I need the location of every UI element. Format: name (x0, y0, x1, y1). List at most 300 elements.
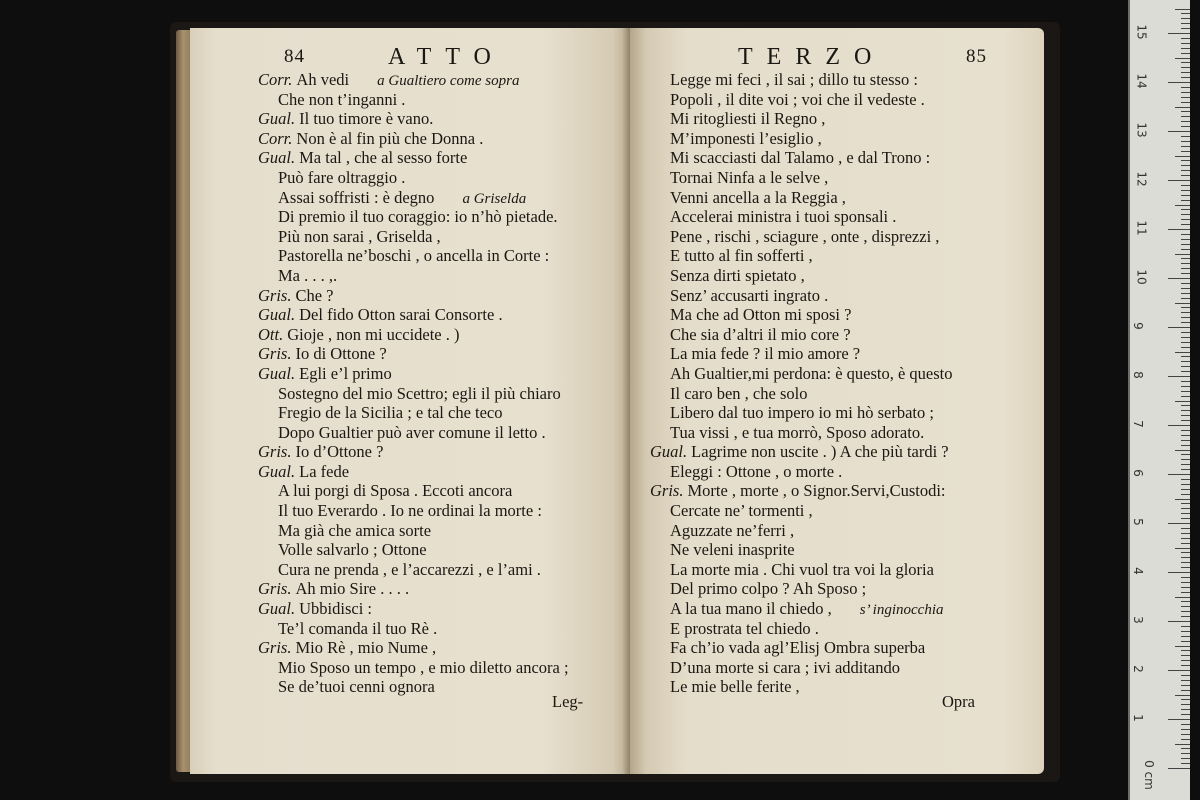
ruler-tick (1181, 283, 1190, 284)
left-page (190, 28, 630, 774)
ruler-tick (1181, 734, 1190, 735)
text-line (258, 442, 569, 462)
ruler-tick (1181, 53, 1190, 54)
text-line (258, 481, 569, 501)
text-line (258, 227, 569, 247)
ruler-tick (1181, 214, 1190, 215)
ruler-tick (1168, 376, 1190, 377)
text-line (650, 540, 953, 560)
ruler-tick (1181, 543, 1190, 544)
ruler-tick (1181, 714, 1190, 715)
ruler-tick (1175, 205, 1190, 206)
verse-text: M’imponesti l’esiglio , (670, 128, 822, 148)
text-line (650, 481, 953, 501)
ruler-tick (1181, 239, 1190, 240)
ruler-tick (1181, 361, 1190, 362)
ruler-tick (1181, 224, 1190, 225)
ruler-tick (1181, 704, 1190, 705)
verse-text: Mi ritogliesti il Regno , (670, 109, 826, 129)
text-line (258, 148, 569, 168)
text-line (258, 70, 569, 90)
verse-text: Tua vissi , e tua morrò, Sposo adorato. (670, 422, 925, 442)
text-line (650, 344, 953, 364)
verse-text: Mi scacciasti dal Talamo , e dal Trono : (670, 148, 931, 168)
ruler-number: 10 (1134, 269, 1149, 285)
ruler-tick (1181, 641, 1190, 642)
verse-text: Ma che ad Otton mi sposi ? (670, 305, 852, 325)
ruler-tick (1181, 729, 1190, 730)
ruler-tick (1181, 386, 1190, 387)
verse-text: Libero dal tuo impero io mi hò serbato ; (670, 403, 934, 423)
ruler-tick (1181, 371, 1190, 372)
text-line (258, 344, 569, 364)
text-line (650, 90, 953, 110)
ruler-tick (1181, 141, 1190, 142)
verse-text: Io di Ottone ? (295, 344, 387, 364)
text-line (258, 325, 569, 345)
ruler-tick (1181, 528, 1190, 529)
text-line (650, 325, 953, 345)
text-line (258, 501, 569, 521)
ruler-tick (1175, 254, 1190, 255)
verse-text: Ubbidisci : (299, 599, 372, 619)
text-line (258, 305, 569, 325)
ruler-tick (1181, 454, 1190, 455)
verse-text: Accelerai ministra i tuoi sponsali . (670, 207, 897, 227)
speaker-label: Gris. (258, 344, 292, 364)
ruler-tick (1181, 508, 1190, 509)
verse-text: Dopo Gualtier può aver comune il letto . (278, 422, 546, 442)
verse-text: Ma . . . ,. (278, 265, 338, 285)
ruler-tick (1168, 523, 1190, 524)
verse-text: Se de’tuoi cenni ognora (278, 677, 435, 697)
verse-text: Ah mio Sire . . . . (295, 579, 410, 599)
speaker-label: Gris. (258, 638, 292, 658)
ruler-tick (1181, 440, 1190, 441)
text-line (258, 423, 569, 443)
ruler-tick (1181, 445, 1190, 446)
text-line (258, 560, 569, 580)
speaker-label: Gual. (650, 442, 688, 462)
ruler-number: 14 (1134, 73, 1149, 89)
verse-text: Che ? (295, 285, 334, 305)
ruler-tick (1175, 401, 1190, 402)
ruler-tick (1181, 126, 1190, 127)
ruler-tick (1181, 28, 1190, 29)
text-line (650, 501, 953, 521)
ruler-tick (1181, 626, 1190, 627)
text-line (650, 109, 953, 129)
ruler-tick (1181, 567, 1190, 568)
ruler-tick (1168, 425, 1190, 426)
verse-text: A lui porgi di Sposa . Eccoti ancora (278, 481, 513, 501)
ruler-tick (1181, 273, 1190, 274)
speaker-label: Gris. (258, 285, 292, 305)
ruler-tick (1181, 121, 1190, 122)
ruler-tick (1181, 763, 1190, 764)
ruler-tick (1181, 87, 1190, 88)
ruler-tick (1181, 699, 1190, 700)
ruler-tick (1181, 23, 1190, 24)
ruler-tick (1181, 552, 1190, 553)
ruler-tick (1181, 268, 1190, 269)
right-text-block (650, 70, 953, 697)
ruler-tick (1181, 312, 1190, 313)
verse-text: E tutto al fin sofferti , (670, 246, 813, 266)
right-page-number: 85 (966, 46, 987, 67)
ruler-tick (1168, 670, 1190, 671)
speaker-label: Corr. (258, 128, 293, 148)
ruler-tick (1181, 650, 1190, 651)
ruler-number: 3 (1130, 616, 1145, 624)
ruler-tick (1181, 435, 1190, 436)
text-line (650, 207, 953, 227)
verse-text: Gioje , non mi uccidete . ) (287, 324, 460, 344)
ruler-tick (1175, 646, 1190, 647)
ruler-number: 5 (1130, 518, 1145, 526)
text-line (258, 266, 569, 286)
verse-text: Ah vedi (296, 70, 350, 89)
ruler-tick (1181, 562, 1190, 563)
ruler-tick (1181, 322, 1190, 323)
ruler-tick (1168, 572, 1190, 573)
ruler-tick (1181, 381, 1190, 382)
verse-text: Popoli , il dite voi ; voi che il vedeste . (670, 89, 925, 109)
ruler-tick (1181, 151, 1190, 152)
ruler-tick (1181, 356, 1190, 357)
text-line (258, 540, 569, 560)
ruler-tick (1181, 459, 1190, 460)
verse-text: Che non t’inganni . (278, 89, 406, 109)
verse-text: Cura ne prenda , e l’accarezzi , e l’ami . (278, 559, 541, 579)
text-line (650, 599, 953, 619)
ruler-tick (1181, 469, 1190, 470)
text-line (650, 677, 953, 697)
ruler-tick (1175, 156, 1190, 157)
text-line (650, 521, 953, 541)
verse-text: Lagrime non uscite . ) A che più tardi ? (691, 442, 949, 462)
verse-text: Fregio de la Sicilia ; e tal che teco (278, 403, 503, 423)
verse-text: Assai soffristi : è degno (278, 187, 435, 207)
ruler-tick (1181, 753, 1190, 754)
text-line (258, 207, 569, 227)
ruler-tick (1181, 685, 1190, 686)
text-line (258, 638, 569, 658)
ruler-tick (1181, 587, 1190, 588)
left-running-head: ATTO (388, 44, 505, 70)
text-line (650, 364, 953, 384)
ruler-tick (1181, 263, 1190, 264)
ruler-number: 12 (1134, 171, 1149, 187)
ruler-tick (1168, 82, 1190, 83)
speaker-label: Ott. (258, 324, 284, 344)
ruler-tick (1175, 597, 1190, 598)
ruler-tick (1181, 18, 1190, 19)
ruler-tick (1181, 337, 1190, 338)
speaker-label: Gual. (258, 461, 296, 481)
ruler-number: 6 (1130, 469, 1145, 477)
ruler-tick (1181, 758, 1190, 759)
text-line (258, 246, 569, 266)
ruler-tick (1181, 234, 1190, 235)
ruler-tick (1181, 195, 1190, 196)
verse-text: Le mie belle ferite , (670, 677, 800, 697)
ruler-tick (1181, 489, 1190, 490)
ruler-tick (1181, 111, 1190, 112)
ruler-tick (1181, 244, 1190, 245)
ruler-tick (1181, 611, 1190, 612)
ruler-tick (1181, 307, 1190, 308)
verse-text: Morte , morte , o Signor.Servi,Custodi: (687, 481, 946, 501)
ruler-tick (1181, 410, 1190, 411)
verse-text: Ma tal , che al sesso forte (299, 148, 468, 168)
verse-text: D’una morte si cara ; ivi additando (670, 657, 901, 677)
text-line (258, 658, 569, 678)
ruler-tick (1168, 180, 1190, 181)
ruler-number: 15 (1134, 24, 1149, 40)
verse-text: Tornai Ninfa a le selve , (670, 167, 829, 187)
verse-text: A la tua mano il chiedo , (670, 599, 832, 619)
ruler-tick (1181, 258, 1190, 259)
ruler-tick (1175, 548, 1190, 549)
text-line (650, 560, 953, 580)
ruler-tick (1181, 675, 1190, 676)
ruler-unit-label: 0 cm (1141, 760, 1156, 790)
text-line (258, 403, 569, 423)
ruler-tick (1181, 249, 1190, 250)
verse-text: Mio Rè , mio Nume , (295, 638, 437, 658)
ruler-tick (1181, 136, 1190, 137)
text-line (650, 266, 953, 286)
ruler-tick (1168, 719, 1190, 720)
text-line (258, 109, 569, 129)
ruler-tick (1181, 77, 1190, 78)
ruler-tick (1181, 538, 1190, 539)
stage-direction: s’ inginocchia (859, 602, 944, 619)
verse-text: Il caro ben , che solo (670, 383, 808, 403)
ruler-tick (1181, 655, 1190, 656)
ruler-tick (1181, 165, 1190, 166)
ruler-tick (1181, 513, 1190, 514)
text-line (258, 384, 569, 404)
verse-text: Può fare oltraggio . (278, 167, 406, 187)
ruler-tick (1181, 347, 1190, 348)
verse-text: Più non sarai , Griselda , (278, 226, 441, 246)
ruler-tick (1181, 92, 1190, 93)
ruler-tick (1175, 499, 1190, 500)
ruler-tick (1181, 170, 1190, 171)
ruler-tick (1181, 72, 1190, 73)
ruler-tick (1181, 190, 1190, 191)
right-catchword: Opra (942, 692, 975, 711)
ruler-tick (1181, 464, 1190, 465)
text-line (650, 188, 953, 208)
ruler-tick (1181, 690, 1190, 691)
verse-text: E prostrata tel chiedo . (670, 618, 819, 638)
ruler-tick (1175, 450, 1190, 451)
text-line (650, 70, 953, 90)
text-line (258, 286, 569, 306)
speaker-label: Gual. (258, 148, 296, 168)
ruler-tick (1181, 146, 1190, 147)
ruler-tick (1181, 209, 1190, 210)
ruler-tick (1168, 474, 1190, 475)
text-line (650, 384, 953, 404)
text-line (650, 129, 953, 149)
ruler-number: 11 (1134, 220, 1149, 236)
text-line (258, 599, 569, 619)
ruler-number: 13 (1134, 122, 1149, 138)
ruler-number: 1 (1130, 714, 1145, 722)
ruler-tick (1168, 229, 1190, 230)
stage-direction: a Griselda (462, 190, 527, 207)
verse-text: Volle salvarlo ; Ottone (278, 540, 427, 560)
ruler-tick (1181, 748, 1190, 749)
ruler-tick (1181, 332, 1190, 333)
ruler-tick (1181, 175, 1190, 176)
verse-text: Senz’ accusarti ingrato . (670, 285, 829, 305)
ruler-tick (1181, 288, 1190, 289)
ruler-tick (1181, 317, 1190, 318)
verse-text: Del primo colpo ? Ah Sposo ; (670, 579, 867, 599)
text-line (650, 403, 953, 423)
verse-text: Non è al fin più che Donna . (296, 128, 484, 148)
verse-text: Del fido Otton sarai Consorte . (299, 305, 503, 325)
text-line (258, 521, 569, 541)
ruler-tick (1181, 709, 1190, 710)
ruler-tick (1181, 601, 1190, 602)
ruler-tick (1181, 293, 1190, 294)
ruler-tick (1181, 396, 1190, 397)
ruler-number: 9 (1130, 322, 1145, 330)
text-line (650, 286, 953, 306)
text-line (650, 305, 953, 325)
verse-text: La mia fede ? il mio amore ? (670, 344, 861, 364)
verse-text: Di premio il tuo coraggio: io n’hò pietade. (278, 207, 558, 227)
text-line (650, 579, 953, 599)
text-line (650, 619, 953, 639)
verse-text: Eleggi : Ottone , o morte . (670, 461, 843, 481)
text-line (258, 129, 569, 149)
ruler-tick (1181, 518, 1190, 519)
ruler-tick (1181, 606, 1190, 607)
verse-text: Pene , rischi , sciagure , onte , disprezzi , (670, 226, 940, 246)
text-line (258, 364, 569, 384)
verse-text: Il tuo Everardo . Io ne ordinai la morte : (278, 501, 542, 521)
ruler-tick (1181, 592, 1190, 593)
ruler-tick (1181, 724, 1190, 725)
verse-text: Senza dirti spietato , (670, 265, 805, 285)
left-catchword: Leg- (552, 692, 584, 711)
measuring-ruler (1128, 0, 1190, 800)
text-line (650, 638, 953, 658)
verse-text: Legge mi feci , il sai ; dillo tu stesso : (670, 70, 918, 89)
ruler-tick (1181, 366, 1190, 367)
ruler-tick (1175, 9, 1190, 10)
ruler-tick (1181, 219, 1190, 220)
text-line (650, 168, 953, 188)
verse-text: Ne veleni inasprite (670, 540, 795, 560)
ruler-tick (1181, 13, 1190, 14)
ruler-tick (1181, 665, 1190, 666)
ruler-tick (1181, 739, 1190, 740)
text-line (258, 579, 569, 599)
verse-text: Che sia d’altri il mio core ? (670, 324, 851, 344)
ruler-tick (1175, 744, 1190, 745)
verse-text: Pastorella ne’boschi , o ancella in Corte : (278, 246, 550, 266)
verse-text: Mio Sposo un tempo , e mio diletto ancora ; (278, 657, 569, 677)
stage-direction: a Gualtiero come sopra (377, 73, 520, 89)
left-page-number: 84 (284, 46, 305, 67)
text-line (650, 246, 953, 266)
ruler-tick (1168, 131, 1190, 132)
ruler-tick (1181, 415, 1190, 416)
ruler-tick (1181, 680, 1190, 681)
text-line (258, 90, 569, 110)
ruler-tick (1181, 43, 1190, 44)
ruler-tick (1181, 577, 1190, 578)
ruler-tick (1181, 631, 1190, 632)
verse-text: Ma già che amica sorte (278, 520, 432, 540)
ruler-tick (1181, 116, 1190, 117)
text-line (258, 188, 569, 208)
ruler-tick (1181, 185, 1190, 186)
speaker-label: Gual. (258, 363, 296, 383)
ruler-number: 2 (1130, 665, 1145, 673)
ruler-tick (1181, 582, 1190, 583)
ruler-tick (1181, 636, 1190, 637)
verse-text: Aguzzate ne’ferri , (670, 520, 795, 540)
ruler-tick (1181, 479, 1190, 480)
ruler-tick (1181, 503, 1190, 504)
ruler-tick (1181, 298, 1190, 299)
ruler-tick (1175, 107, 1190, 108)
speaker-label: Gual. (258, 599, 296, 619)
ruler-tick (1181, 484, 1190, 485)
verse-text: Fa ch’io vada agl’Elisj Ombra superba (670, 638, 926, 658)
ruler-tick (1181, 38, 1190, 39)
ruler-tick (1181, 616, 1190, 617)
speaker-label: Gris. (650, 481, 684, 501)
ruler-tick (1181, 62, 1190, 63)
speaker-label: Gual. (258, 109, 296, 129)
right-page (630, 28, 1044, 774)
ruler-tick (1181, 660, 1190, 661)
text-line (650, 462, 953, 482)
right-running-head: TERZO (738, 44, 886, 70)
speaker-label: Corr. (258, 70, 293, 89)
speaker-label: Gris. (258, 442, 292, 462)
ruler-tick (1181, 67, 1190, 68)
speaker-label: Gris. (258, 579, 292, 599)
ruler-tick (1181, 494, 1190, 495)
verse-text: Il tuo timore è vano. (299, 109, 434, 129)
ruler-tick (1175, 58, 1190, 59)
ruler-number: 4 (1130, 567, 1145, 575)
verse-text: La morte mia . Chi vuol tra voi la gloria (670, 559, 934, 579)
ruler-tick (1168, 327, 1190, 328)
text-line (650, 423, 953, 443)
ruler-tick (1168, 33, 1190, 34)
text-line (650, 442, 953, 462)
ruler-tick (1168, 621, 1190, 622)
ruler-tick (1181, 48, 1190, 49)
ruler-tick (1181, 200, 1190, 201)
ruler-tick (1181, 102, 1190, 103)
speaker-label: Gual. (258, 305, 296, 325)
ruler-number: 8 (1130, 371, 1145, 379)
text-line (258, 619, 569, 639)
